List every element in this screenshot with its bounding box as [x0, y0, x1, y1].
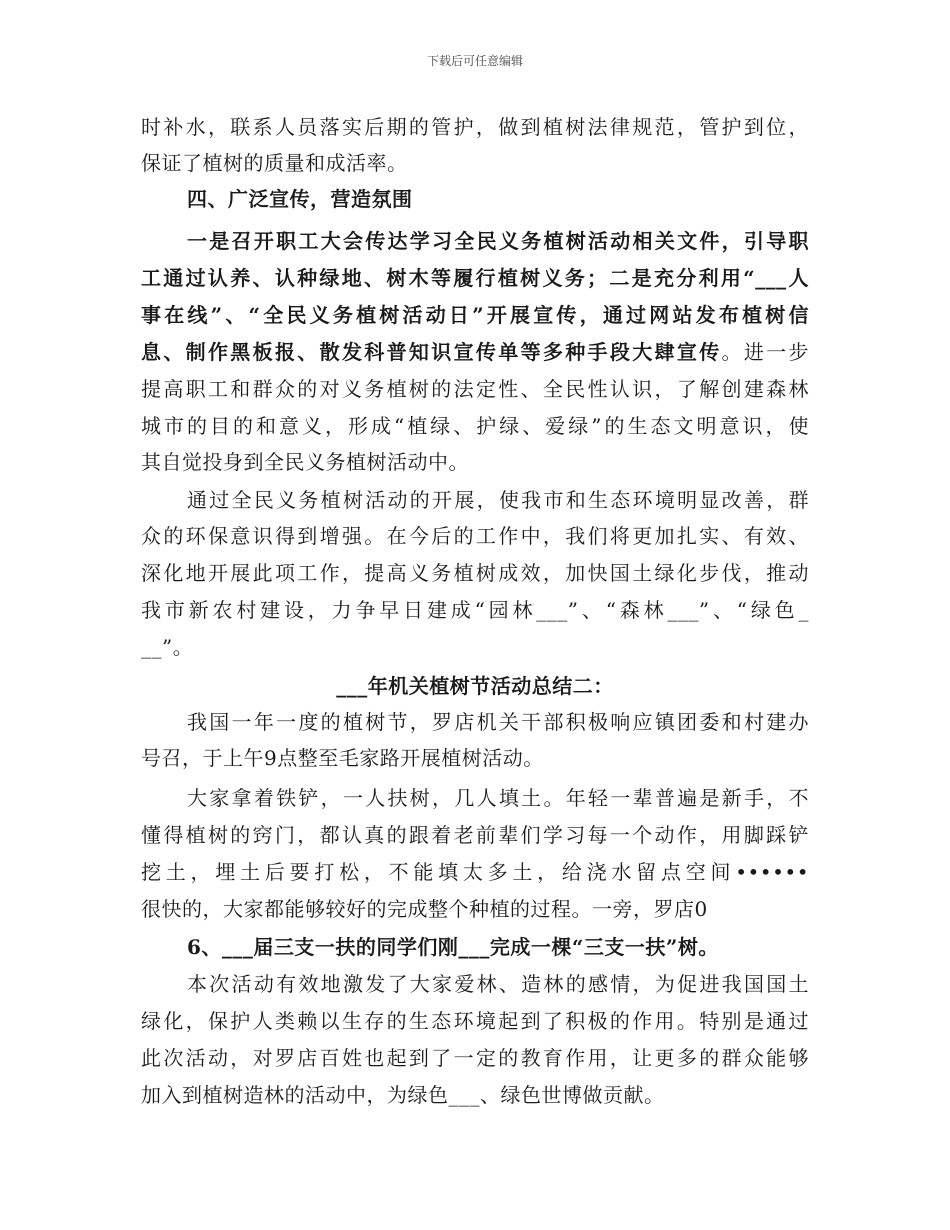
text-line: 城市的目的和意义，形成“植绿、护绿、爱绿”的生态文明意识，使 [141, 414, 809, 438]
section-heading: 四、广泛宣传，营造氛围 [187, 187, 413, 211]
text-line: 懂得植树的窍门，都认真的跟着老前辈们学习每一个动作，用脚踩铲 [141, 823, 809, 847]
text-line: 事在线”、“全民义务植树活动日”开展宣传，通过网站发布植树信 [141, 303, 809, 327]
text-line-mixed [141, 340, 809, 364]
text-line: 其自觉投身到全民义务植树活动中。 [141, 450, 469, 474]
text-line: 工通过认养、认种绿地、树木等履行植树义务；二是充分利用“___人 [141, 266, 809, 290]
text-line: 一是召开职工大会传达学习全民义务植树活动相关文件，引导职 [187, 229, 809, 253]
text-line: 大家拿着铁铲，一人扶树，几人填土。年轻一辈普遍是新手，不 [187, 786, 809, 810]
text-line: 6、___届三支一扶的同学们刚___完成一棵“三支一扶”树。 [187, 935, 719, 959]
text-line: __”。 [141, 635, 194, 659]
text-line: 保证了植树的质量和成活率。 [141, 151, 408, 175]
text-line: 绿化，保护人类赖以生存的生态环境起到了积极的作用。特别是通过 [141, 1009, 809, 1033]
text-line: 加入到植树造林的活动中，为绿色___、绿色世博做贡献。 [141, 1083, 665, 1107]
text-normal-segment: 。进一步 [721, 340, 810, 364]
text-line: 我市新农村建设，力争早日建成“园林___”、“森林___”、“绿色_ [141, 598, 809, 622]
text-line: 挖土，埋土后要打松，不能填太多土，给浇水留点空间•••••• [141, 860, 809, 884]
text-line: 此次活动，对罗店百姓也起到了一定的教育作用，让更多的群众能够 [141, 1046, 809, 1070]
page-header-note: 下载后可任意编辑 [426, 54, 523, 68]
text-line: 提高职工和群众的对义务植树的法定性、全民性认识，了解创建森林 [141, 377, 809, 401]
text-line: 我国一年一度的植树节，罗店机关干部积极响应镇团委和村建办 [187, 710, 809, 734]
text-line: 深化地开展此项工作，提高义务植树成效，加快国土绿化步伐，推动 [141, 561, 809, 585]
text-bold-segment: 息、制作黑板报、散发科普知识宣传单等多种手段大肆宣传 [141, 340, 722, 364]
text-line: 本次活动有效地激发了大家爱林、造林的感情，为促进我国国土 [187, 972, 809, 996]
text-line: 很快的，大家都能够较好的完成整个种植的过程。一旁，罗店0 [141, 897, 708, 921]
text-line: 时补水，联系人员落实后期的管护，做到植树法律规范，管护到位， [141, 115, 809, 139]
text-line: 号召，于上午9点整至毛家路开展植树活动。 [141, 746, 544, 770]
section-title: ___年机关植树节活动总结二： [336, 674, 614, 698]
text-line: 通过全民义务植树活动的开展，使我市和生态环境明显改善，群 [187, 488, 809, 512]
text-line: 众的环保意识得到增强。在今后的工作中，我们将更加扎实、有效、 [141, 524, 809, 548]
